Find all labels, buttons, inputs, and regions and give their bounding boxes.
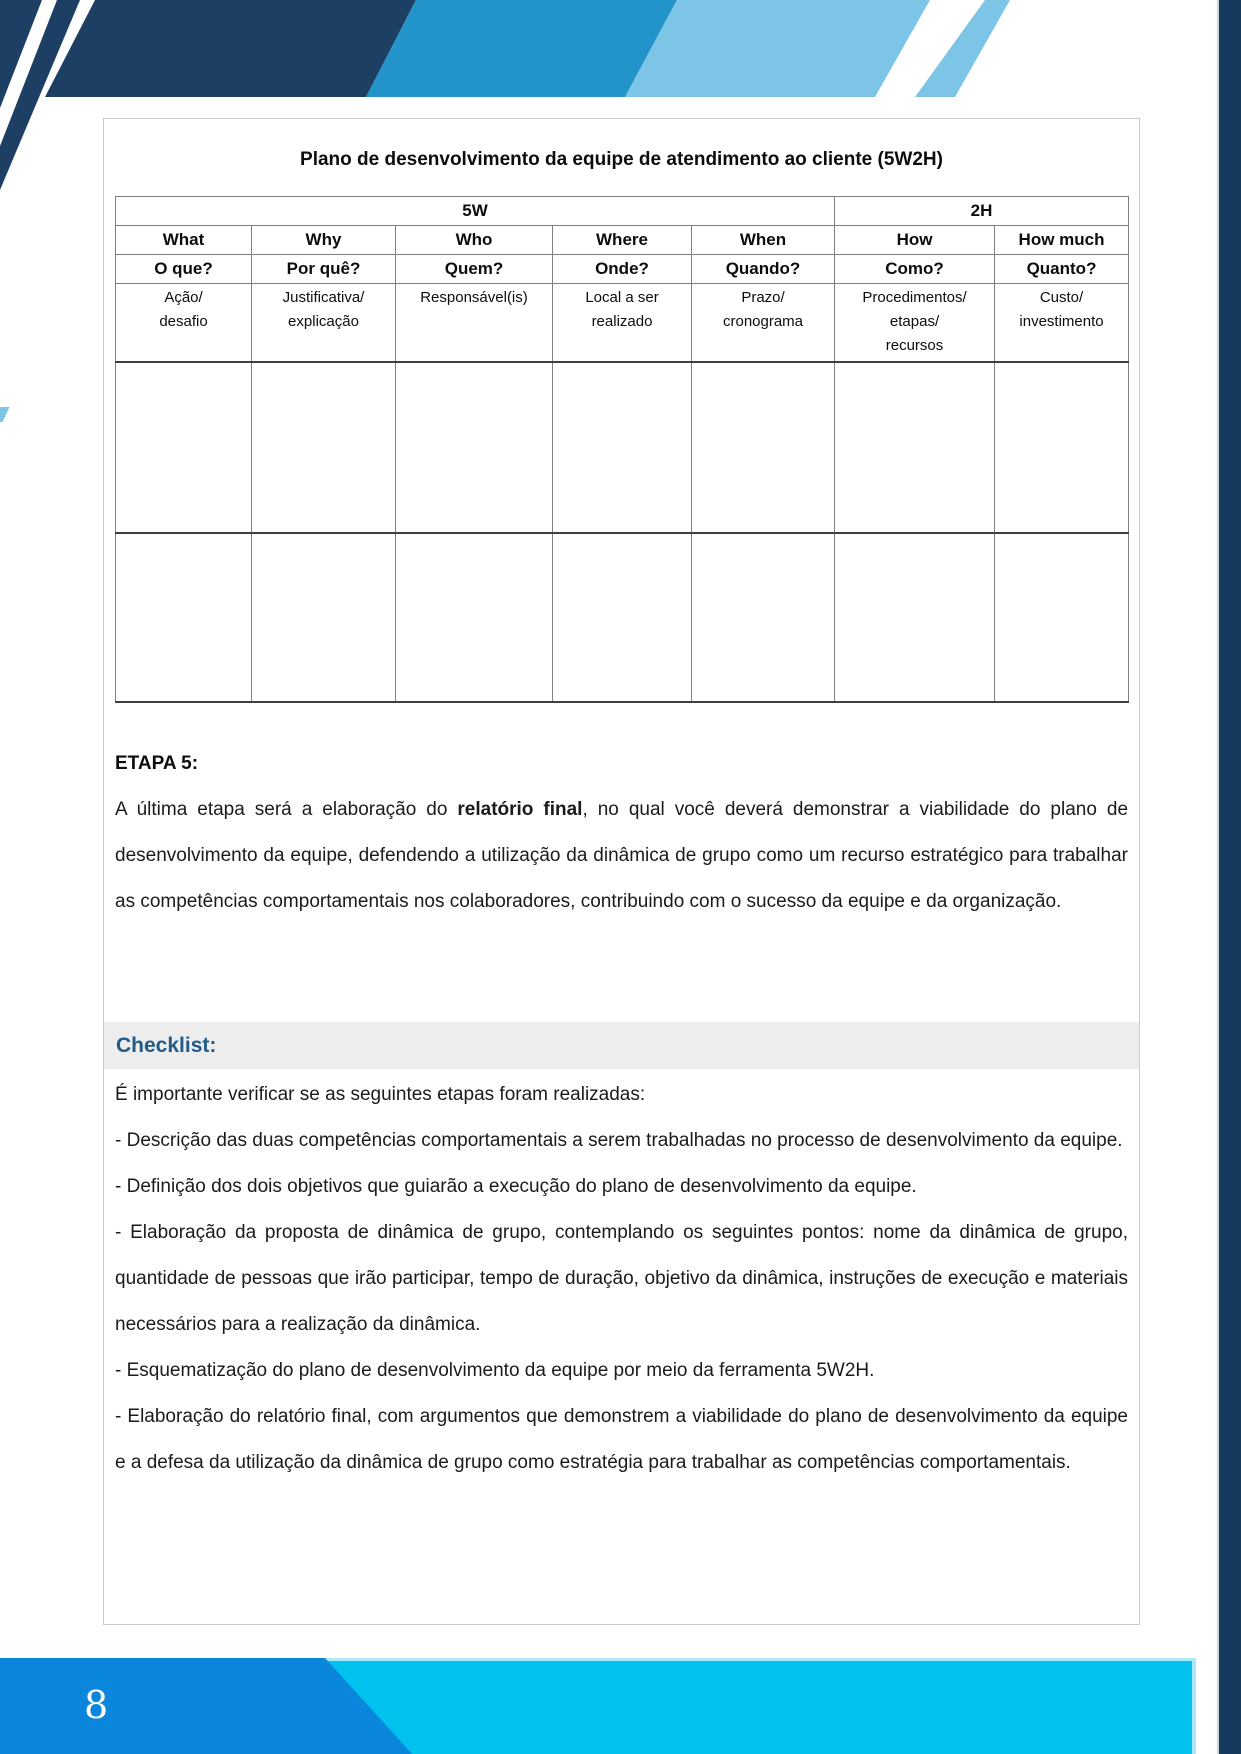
content-box — [103, 118, 1140, 1625]
col-header-como: Como? — [835, 255, 995, 284]
col-header-porque: Por quê? — [252, 255, 396, 284]
header-band-light-blue — [625, 0, 930, 97]
empty-cell — [116, 533, 252, 702]
col-header-howmuch: How much — [995, 226, 1129, 255]
checklist-item-5: - Elaboração do relatório final, com argumentos que demonstrem a viabilidade do plano de desenvolvimento da equipe e a defesa da utilização da dinâmica de grupo como estratégia para trabalhar as competências comportamentais. — [115, 1406, 1128, 1473]
right-edge-navy-bar — [1217, 0, 1241, 1754]
empty-cell — [995, 362, 1129, 533]
group-header-5w: 5W — [116, 197, 835, 226]
group-header-2h: 2H — [835, 197, 1129, 226]
left-edge-blue-speck — [0, 407, 9, 422]
checklist-heading: Checklist: — [116, 1034, 217, 1057]
etapa5-paragraph — [115, 787, 1128, 925]
table-empty-row-2 — [116, 533, 1129, 702]
col-header-quem: Quem? — [396, 255, 553, 284]
table-title: Plano de desenvolvimento da equipe de atendimento ao cliente (5W2H) — [300, 149, 943, 170]
empty-cell — [396, 533, 553, 702]
col-header-when: When — [692, 226, 835, 255]
etapa5-paragraph-start: A última etapa será a elaboração do — [115, 799, 458, 820]
checklist-item-4: - Esquematização do plano de desenvolvimento da equipe por meio da ferramenta 5W2H. — [115, 1360, 875, 1381]
checklist-item-2: - Definição dos dois objetivos que guiarão a execução do plano de desenvolvimento da equipe. — [115, 1176, 917, 1197]
checklist-header-band — [104, 1022, 1139, 1069]
empty-cell — [396, 362, 553, 533]
page-number: 8 — [84, 1683, 109, 1727]
empty-cell — [835, 533, 995, 702]
table-empty-row-1 — [116, 362, 1129, 533]
descriptor-local: Local a ser realizado — [553, 284, 692, 363]
empty-cell — [116, 362, 252, 533]
empty-cell — [835, 362, 995, 533]
etapa5-heading: ETAPA 5: — [115, 753, 199, 774]
col-header-oque: O que? — [116, 255, 252, 284]
5w2h-table — [115, 196, 1129, 703]
header-band-medium-blue — [366, 0, 677, 97]
descriptor-responsavel: Responsável(is) — [396, 284, 553, 363]
col-header-what: What — [116, 226, 252, 255]
table-row-headers-pt — [116, 255, 1129, 284]
col-header-quando: Quando? — [692, 255, 835, 284]
descriptor-procedimentos: Procedimentos/ etapas/ recursos — [835, 284, 995, 363]
table-row-groups — [116, 197, 1129, 226]
col-header-who: Who — [396, 226, 553, 255]
descriptor-custo: Custo/ investimento — [995, 284, 1129, 363]
checklist-item-1: - Descrição das duas competências comportamentais a serem trabalhadas no processo de desenvolvimento da equipe. — [115, 1130, 1123, 1151]
empty-cell — [692, 362, 835, 533]
footer-band — [0, 1658, 1196, 1754]
checklist-item-3: - Elaboração da proposta de dinâmica de grupo, contemplando os seguintes pontos: nome da dinâmica de grupo, quantidade de pessoas que irão participar, tempo de duração, objetivo da dinâmica, instruções de execução e materiais necessários para a realização da dinâmica. — [115, 1222, 1128, 1335]
empty-cell — [252, 533, 396, 702]
header-band-navy — [45, 0, 416, 97]
empty-cell — [692, 533, 835, 702]
descriptor-acao: Ação/ desafio — [116, 284, 252, 363]
descriptor-justificativa: Justificativa/ explicação — [252, 284, 396, 363]
empty-cell — [995, 533, 1129, 702]
descriptor-prazo: Prazo/ cronograma — [692, 284, 835, 363]
empty-cell — [553, 533, 692, 702]
col-header-onde: Onde? — [553, 255, 692, 284]
empty-cell — [553, 362, 692, 533]
etapa5-paragraph-bold: relatório final — [457, 799, 583, 820]
checklist-intro: É importante verificar se as seguintes etapas foram realizadas: — [115, 1084, 646, 1105]
etapa5-paragraph-end: , no qual você deverá demonstrar a viabilidade do plano de desenvolvimento da equipe, defendendo a utilização da dinâmica de grupo como um recurso estratégico para trabalhar as competências comportamentais nos colaboradores, contribuindo com o sucesso da equipe e da organização. — [115, 799, 1129, 912]
col-header-where: Where — [553, 226, 692, 255]
table-row-headers-en — [116, 226, 1129, 255]
header-thin-stripe-light-blue — [915, 0, 1010, 97]
col-header-how: How — [835, 226, 995, 255]
empty-cell — [252, 362, 396, 533]
col-header-quanto: Quanto? — [995, 255, 1129, 284]
table-row-descriptors — [116, 284, 1129, 363]
checklist-body — [115, 1072, 1128, 1486]
col-header-why: Why — [252, 226, 396, 255]
